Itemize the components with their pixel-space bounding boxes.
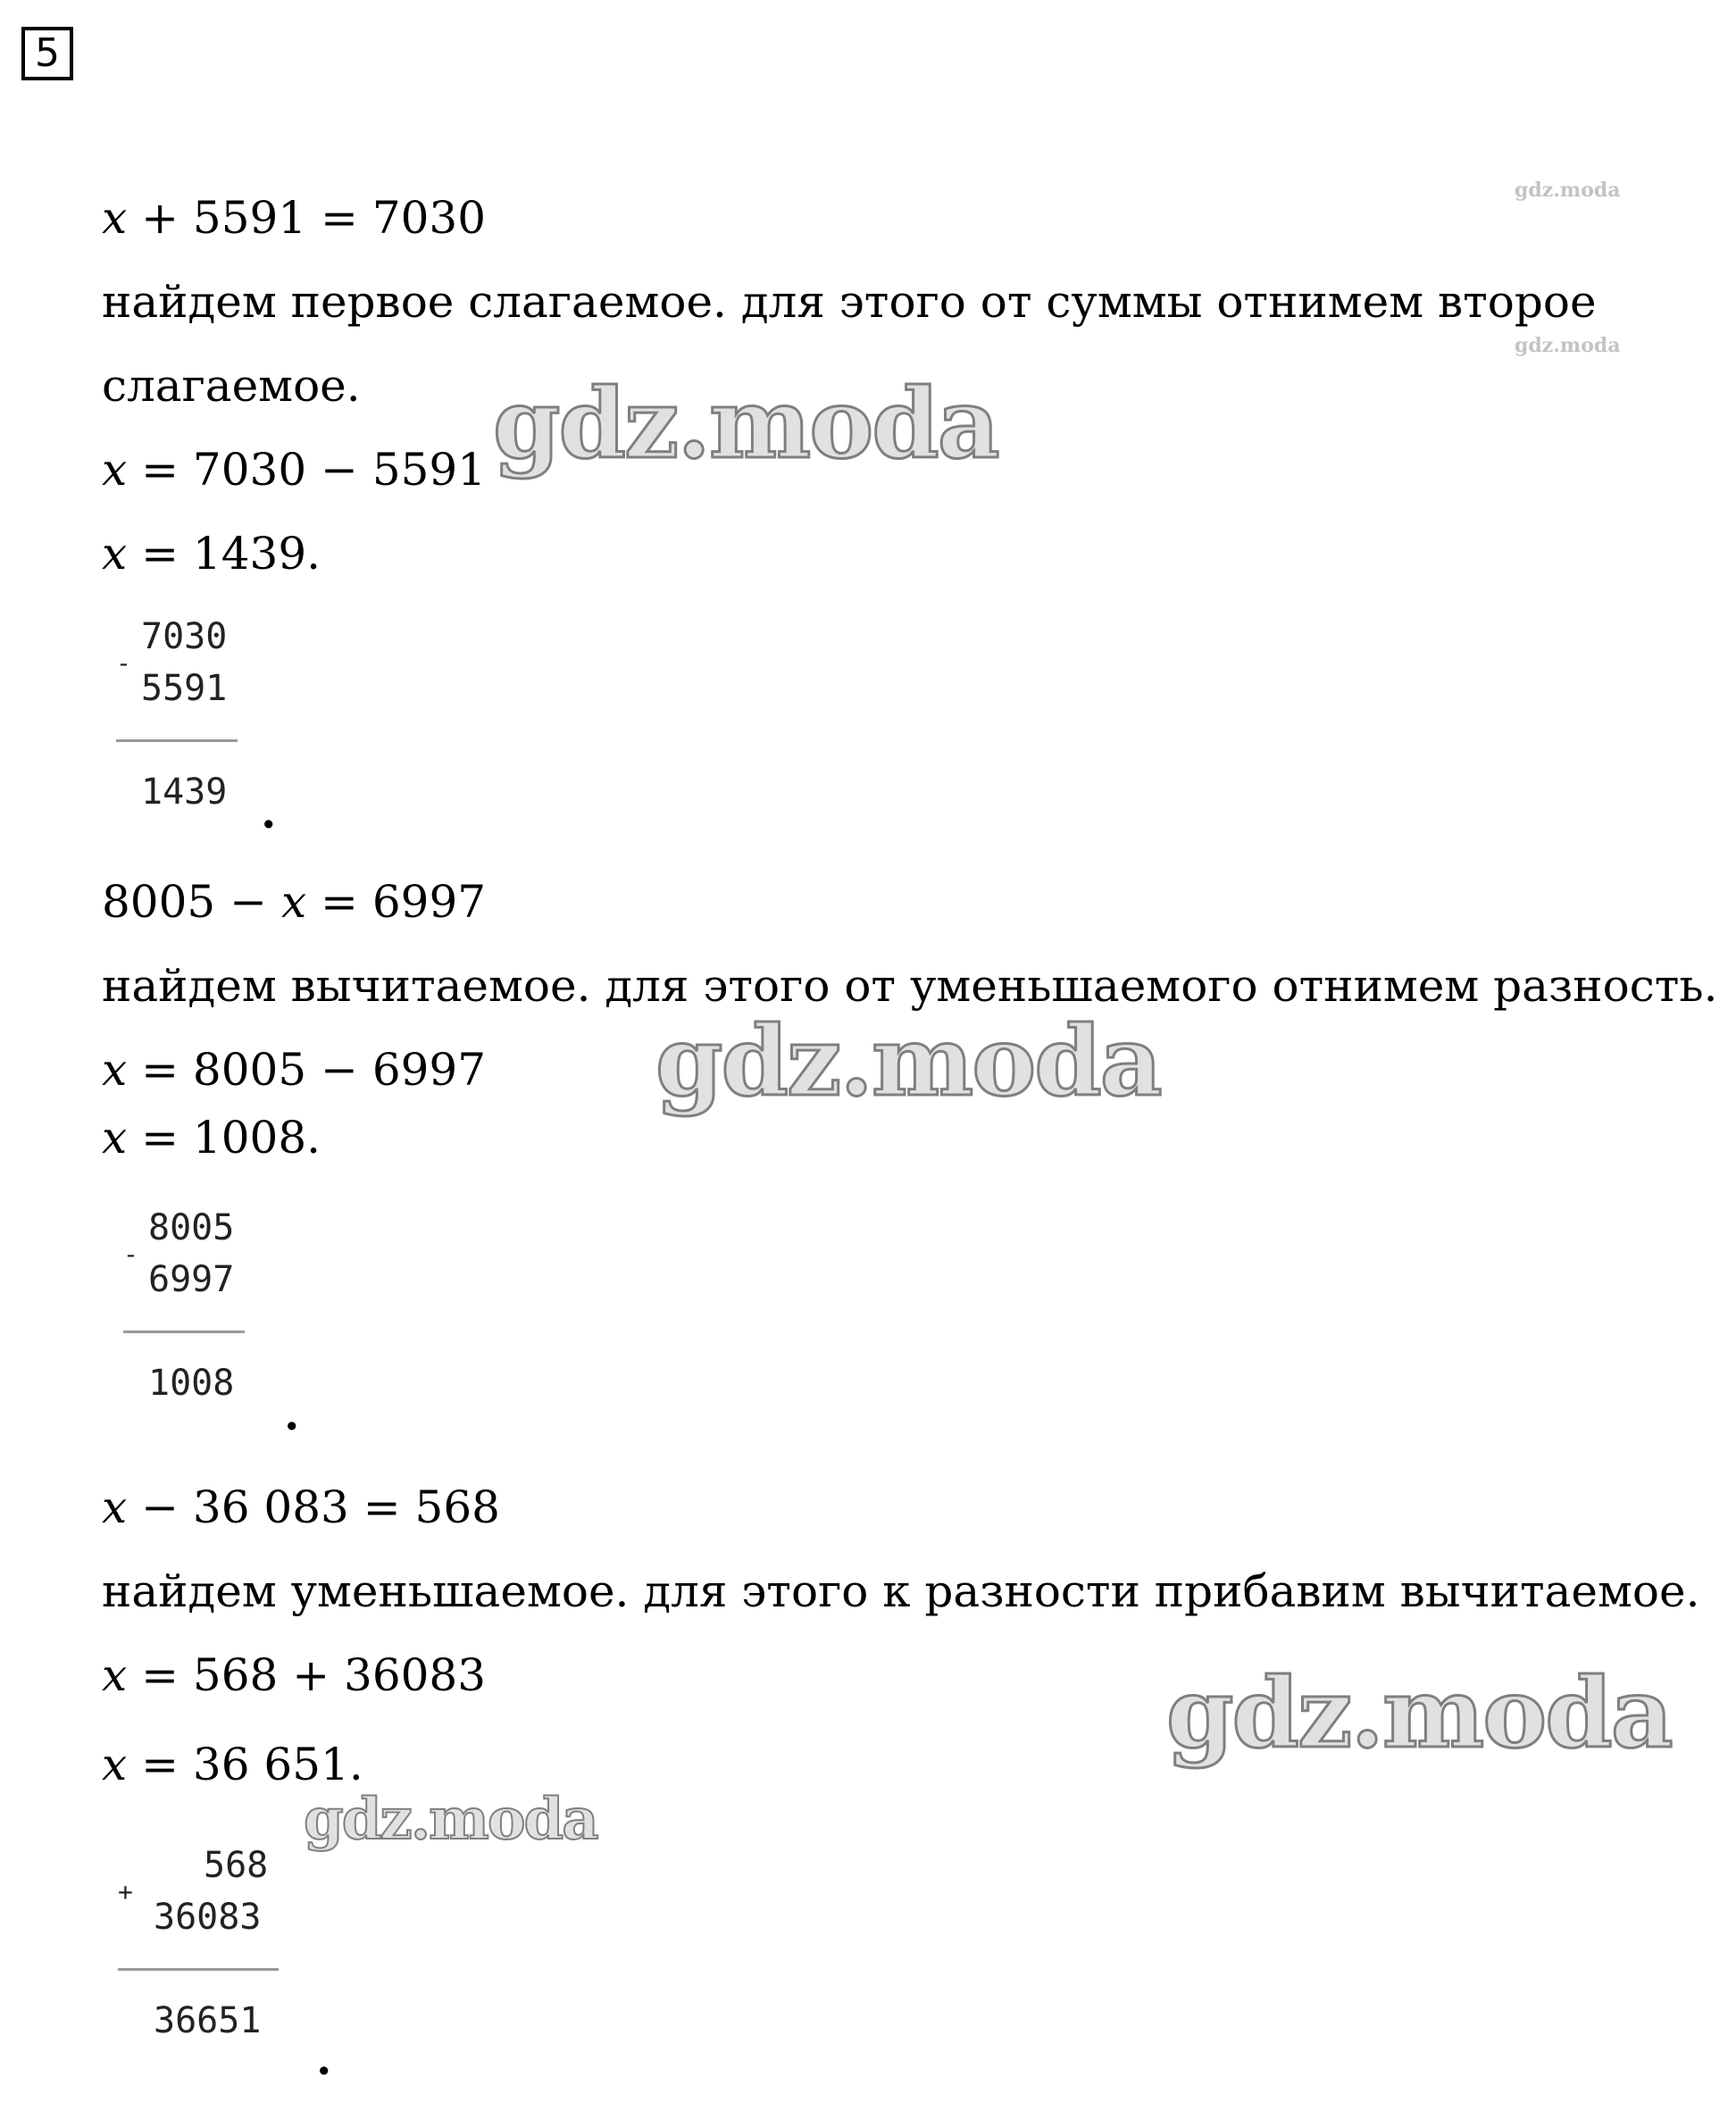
column-plus-sign: +: [118, 1877, 133, 1906]
task-number-box: 5: [21, 27, 73, 80]
problem-3-period: .: [316, 2032, 332, 2085]
column-top-number: 7030: [141, 616, 228, 657]
column-bottom-number: 6997: [148, 1259, 235, 1300]
problem-3-step-2: x = 36 651.: [102, 1739, 363, 1790]
problem-2-step-2: x = 1008.: [102, 1112, 321, 1164]
problem-2-explanation: найдем вычитаемое. для этого от уменьшаемого отнимем разность.: [102, 960, 1718, 1012]
column-result-line: [116, 739, 238, 742]
problem-3-equation: x − 36 083 = 568: [102, 1481, 500, 1533]
column-minus-sign: -: [116, 648, 131, 678]
problem-3-column-calculation: [114, 1845, 293, 2050]
watermark-large-2: gdz.moda: [655, 1005, 1161, 1118]
column-result-number: 1439: [141, 772, 228, 813]
problem-2-equation: 8005 − x = 6997: [102, 876, 487, 928]
watermark-medium: gdz.moda: [304, 1786, 597, 1853]
column-result-line: [123, 1331, 245, 1333]
column-top-number: 568: [204, 1845, 269, 1886]
watermark-small-1: gdz.moda: [1515, 179, 1621, 202]
column-bottom-number: 5591: [141, 668, 228, 709]
problem-1-step-1: x = 7030 − 5591: [102, 444, 487, 496]
problem-1-step-2: x = 1439.: [102, 528, 321, 580]
problem-3-step-1: x = 568 + 36083: [102, 1649, 487, 1701]
column-top-number: 8005: [148, 1207, 235, 1248]
problem-1-period: .: [261, 786, 277, 838]
column-bottom-number: 36083: [154, 1897, 262, 1938]
problem-1-equation: x + 5591 = 7030: [102, 192, 487, 244]
watermark-large-3: gdz.moda: [1166, 1657, 1672, 1770]
problem-2-step-1: x = 8005 − 6997: [102, 1044, 487, 1096]
column-minus-sign: -: [123, 1239, 138, 1269]
column-result-number: 36651: [154, 2000, 262, 2041]
problem-1-column-calculation: [113, 616, 255, 822]
problem-1-explanation-line-1: найдем первое слагаемое. для этого от суммы отнимем второе: [102, 276, 1597, 328]
problem-3-explanation: найдем уменьшаемое. для этого к разности прибавим вычитаемое.: [102, 1565, 1700, 1617]
problem-2-period: .: [284, 1388, 300, 1440]
watermark-small-2: gdz.moda: [1515, 334, 1621, 357]
column-result-number: 1008: [148, 1363, 235, 1404]
watermark-large-1: gdz.moda: [493, 368, 998, 480]
problem-1-explanation-line-2: слагаемое.: [102, 360, 361, 412]
problem-2-column-calculation: [120, 1207, 263, 1413]
column-result-line: [118, 1968, 279, 1971]
